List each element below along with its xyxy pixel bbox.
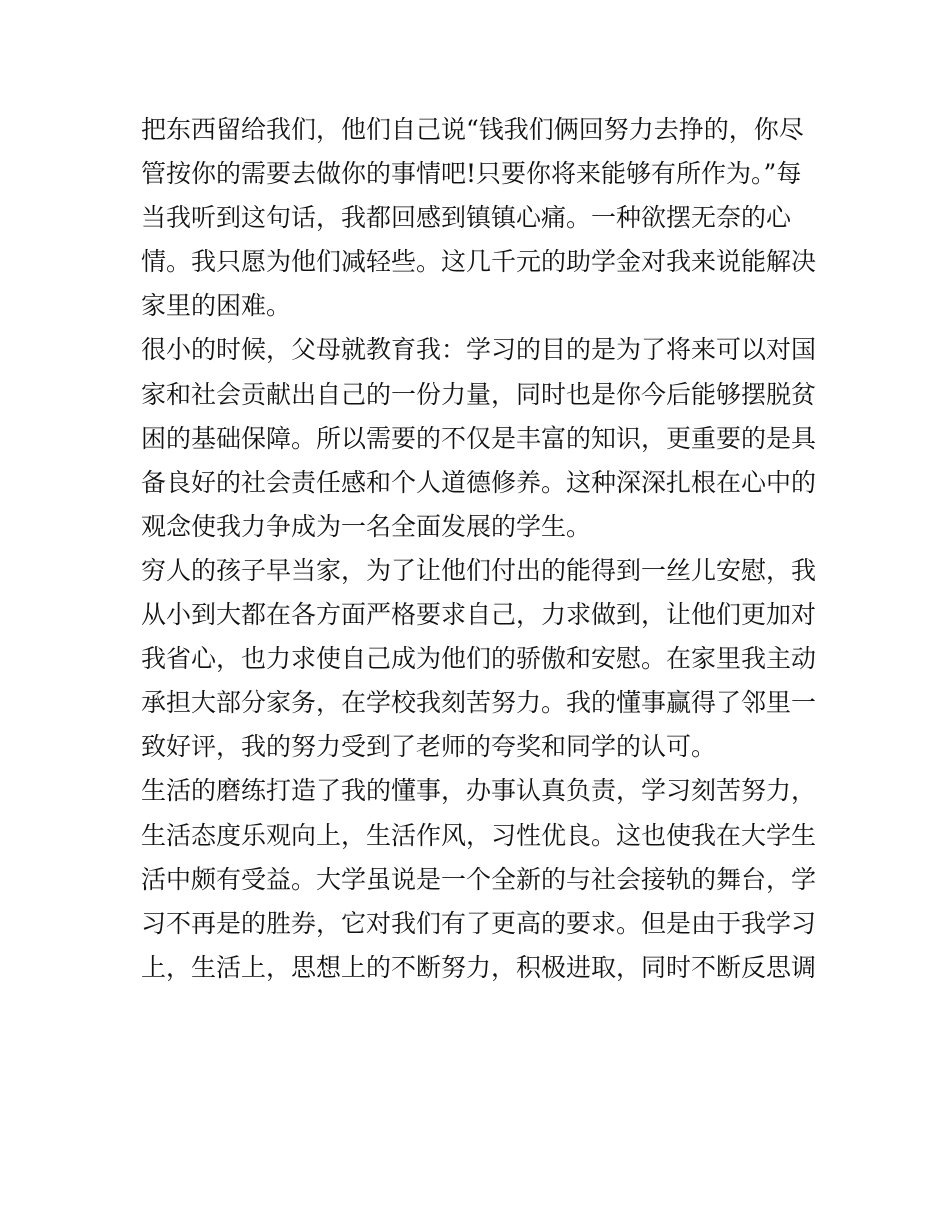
text-line: 困的基础保障。所以需要的不仅是丰富的知识，更重要的是具 [141,423,817,453]
text-line: 管按你的需要去做你的事情吧!只要你将来能够有所作为。”每 [141,159,802,189]
text-line: 把东西留给我们，他们自己说“钱我们俩回努力去挣的，你尽 [141,115,804,144]
text-line: 很小的时候，父母就教育我：学习的目的是为了将来可以对国 [141,335,817,365]
text-line: 生活的磨练打造了我的懂事，办事认真负责，学习刻苦努力， [141,776,817,806]
body-text [141,108,821,990]
text-line: 从小到大都在各方面严格要求自己，力求做到，让他们更加对 [141,600,817,630]
text-line: 观念使我力争成为一名全面发展的学生。 [141,511,592,541]
text-line: 活中颇有受益。大学虽说是一个全新的与社会接轨的舞台，学 [141,864,817,894]
text-line: 致好评，我的努力受到了老师的夸奖和同学的认可。 [141,732,717,762]
text-line: 家里的困难。 [141,291,292,321]
text-line: 生活态度乐观向上，生活作风，习性优良。这也使我在大学生 [141,820,817,850]
text-line: 上，生活上，思想上的不断努力，积极进取，同时不断反思调 [141,952,817,982]
text-line: 备良好的社会责任感和个人道德修养。这种深深扎根在心中的 [141,467,817,497]
text-line: 情。我只愿为他们减轻些。这几千元的助学金对我来说能解决 [141,247,817,277]
text-line: 当我听到这句话，我都回感到镇镇心痛。一种欲摆无奈的心 [141,203,792,233]
text-line: 家和社会贡献出自己的一份力量，同时也是你今后能够摆脱贫 [141,379,817,409]
text-line: 承担大部分家务，在学校我刻苦努力。我的懂事赢得了邻里一 [141,688,817,718]
text-line: 习不再是的胜券，它对我们有了更高的要求。但是由于我学习 [141,908,817,938]
text-line: 穷人的孩子早当家，为了让他们付出的能得到一丝儿安慰，我 [141,555,817,585]
text-line: 我省心，也力求使自己成为他们的骄傲和安慰。在家里我主动 [141,644,817,674]
